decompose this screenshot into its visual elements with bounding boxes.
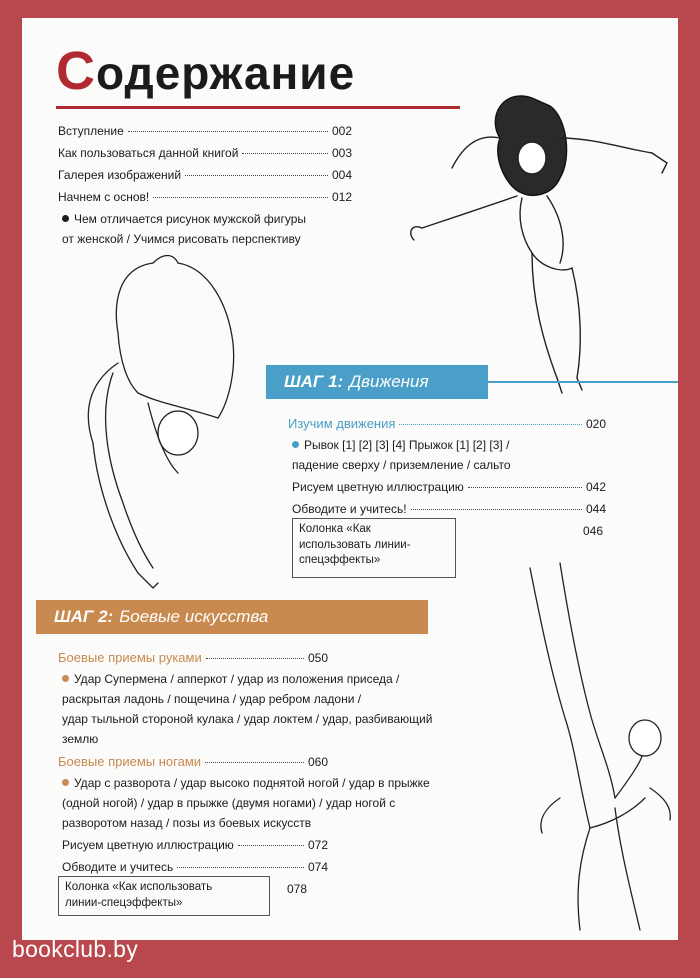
step1-banner-line	[488, 381, 678, 383]
toc-section-page: 020	[585, 417, 606, 431]
illustration-bending-figure	[58, 243, 268, 603]
toc-subtopics-line: раскрытая ладонь / пощечина / удар ребром ладони /	[62, 692, 362, 706]
toc-subtopics-line	[62, 672, 399, 686]
step1-label: ШАГ 1:	[284, 372, 344, 391]
leader-dots	[205, 762, 304, 763]
toc-item-page: 072	[307, 838, 328, 852]
column-box-line: Колонка «Как использовать	[65, 881, 213, 893]
page-title	[56, 41, 356, 101]
toc-item-page: 074	[307, 860, 328, 874]
toc-item-label: Рисуем цветную иллюстрацию	[292, 480, 464, 494]
column-box-line: линии-спецэффекты»	[65, 896, 183, 909]
toc-item-page: 042	[585, 480, 606, 494]
toc-item-trace-and-learn[interactable]	[292, 502, 606, 516]
leader-dots	[185, 175, 328, 176]
column-box-line: спецэффекты»	[299, 554, 381, 567]
toc-item-label: Обводите и учитесь	[62, 860, 174, 874]
toc-section-label: Изучим движения	[288, 416, 396, 431]
toc-section-label: Боевые приемы руками	[58, 650, 202, 665]
toc-item-basics[interactable]	[58, 190, 352, 204]
toc-item-trace-and-learn-2[interactable]	[62, 860, 328, 874]
watermark: bookclub.by	[12, 936, 139, 962]
toc-item-page: 003	[331, 146, 352, 160]
toc-item-label: Начнем с основ!	[58, 190, 150, 204]
toc-subtopics-line: землю	[62, 732, 99, 746]
bullet-icon	[292, 441, 299, 448]
toc-section-movements[interactable]	[288, 416, 606, 431]
toc-subtopics-line: падение сверху / приземление / сальто	[292, 458, 511, 472]
illustration-flying-girl	[382, 78, 678, 398]
toc-subtopics-line: разворотом назад / позы из боевых искусств	[62, 816, 312, 830]
toc-subtopics-text: Рывок [1] [2] [3] [4] Прыжок [1] [2] [3] /	[304, 438, 510, 452]
toc-subtopics-line: от женской / Учимся рисовать перспективу	[62, 232, 301, 246]
leader-dots	[411, 509, 582, 510]
column-box-line: использовать линии-	[299, 538, 411, 551]
toc-subtopics-text: Чем отличается рисунок мужской фигуры	[74, 212, 307, 226]
toc-column-box-2[interactable]	[58, 876, 270, 916]
toc-item-label: Вступление	[58, 124, 124, 138]
leader-dots	[238, 845, 304, 846]
toc-subtopics-line: (одной ногой) / удар в прыжке (двумя ногами) / удар ногой с	[62, 796, 396, 810]
toc-item-page: 012	[331, 190, 352, 204]
toc-subtopics-line	[62, 212, 306, 226]
toc-item-page: 002	[331, 124, 352, 138]
toc-item-label: Рисуем цветную иллюстрацию	[62, 838, 234, 852]
leader-dots	[468, 487, 582, 488]
column-box-line: Колонка «Как	[299, 523, 371, 535]
toc-item-color-illustration[interactable]	[292, 480, 606, 494]
toc-column-box[interactable]	[292, 518, 456, 578]
leader-dots	[128, 131, 328, 132]
toc-column-page: 078	[287, 882, 308, 896]
bullet-icon	[62, 675, 69, 682]
leader-dots	[153, 197, 328, 198]
step2-banner	[36, 600, 428, 634]
step1-title: Движения	[349, 372, 429, 391]
toc-subtopics-text: Удар с разворота / удар высоко поднятой ногой / удар в прыжке	[74, 776, 430, 790]
leader-dots	[206, 658, 304, 659]
bullet-icon	[62, 779, 69, 786]
step1-banner	[266, 365, 488, 399]
step2-title: Боевые искусства	[119, 607, 269, 626]
toc-subtopics-text: Удар Супермена / апперкот / удар из положения приседа /	[74, 672, 400, 686]
toc-item-label: Обводите и учитесь!	[292, 502, 407, 516]
toc-column-page: 046	[583, 524, 604, 538]
toc-item-how-to-use[interactable]	[58, 146, 352, 160]
toc-subtopics-line	[62, 776, 430, 790]
toc-section-label: Боевые приемы ногами	[58, 754, 202, 769]
toc-subtopics-line: удар тыльной стороной кулака / удар локтем / удар, разбивающий	[62, 712, 433, 726]
step2-label: ШАГ 2:	[54, 607, 114, 626]
toc-item-page: 004	[331, 168, 352, 182]
book-page	[22, 18, 678, 940]
leader-dots	[242, 153, 328, 154]
toc-item-label: Галерея изображений	[58, 168, 182, 182]
toc-section-kicks[interactable]	[58, 754, 328, 769]
toc-section-page: 050	[307, 651, 328, 665]
toc-item-color-illustration-2[interactable]	[62, 838, 328, 852]
toc-item-intro[interactable]	[58, 124, 352, 138]
toc-item-gallery[interactable]	[58, 168, 352, 182]
toc-item-label: Как пользоваться данной книгой	[58, 146, 239, 160]
title-first-letter: С	[56, 41, 96, 101]
toc-section-hand-strikes[interactable]	[58, 650, 328, 665]
leader-dots	[177, 867, 304, 868]
toc-section-page: 060	[307, 755, 328, 769]
toc-subtopics-line	[292, 438, 509, 452]
title-rest: одержание	[96, 47, 356, 99]
toc-item-page: 044	[585, 502, 606, 516]
bullet-icon	[62, 215, 69, 222]
illustration-kicking-figure	[520, 558, 678, 940]
leader-dots	[399, 424, 582, 425]
